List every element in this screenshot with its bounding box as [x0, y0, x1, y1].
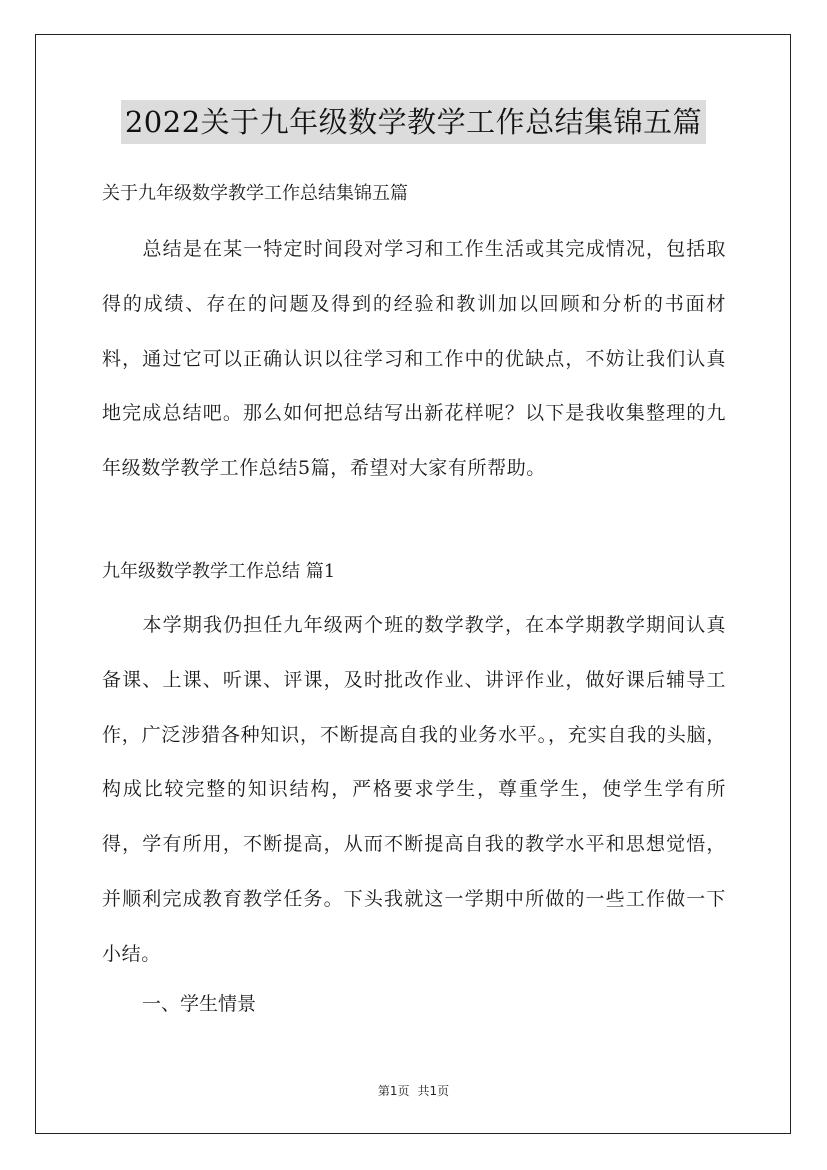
sub-heading: 一、学生情景 — [142, 993, 257, 1015]
section-heading: 九年级数学教学工作总结 篇1 — [102, 561, 336, 582]
document-subtitle: 关于九年级数学教学工作总结集锦五篇 — [102, 183, 408, 204]
body-paragraph — [102, 598, 726, 982]
intro-paragraph-text: 总结是在某一特定时间段对学习和工作生活或其完成情况，包括取得的成绩、存在的问题及得到的经验和教训加以回顾和分析的书面材料，通过它可以正确认识以往学习和工作中的优缺点，不妨让我们认真地完成总结吧。那么如何把总结写出新花样呢？以下是我收集整理的九年级数学教学工作总结5篇，希望对大家有所帮助。 — [102, 238, 726, 480]
document-title: 2022关于九年级数学教学工作总结集锦五篇 — [121, 100, 706, 144]
page-footer — [0, 1082, 827, 1099]
page-number-total: 共1页 — [417, 1084, 450, 1098]
intro-paragraph — [102, 222, 726, 496]
title-container — [0, 100, 827, 144]
body-paragraph-text: 本学期我仍担任九年级两个班的数学教学，在本学期教学期间认真备课、上课、听课、评课，及时批改作业、讲评作业，做好课后辅导工作，广泛涉猎各种知识，不断提高自我的业务水平。，充实自我的头脑，构成比较完整的知识结构，严格要求学生，尊重学生，使学生学有所得，学有所用，不断提高，从而不断提高自我的教学水平和思想觉悟，并顺利完成教育教学任务。下头我就这一学期中所做的一些工作做一下小结。 — [102, 614, 726, 965]
page-number-current: 第1页 — [377, 1084, 410, 1098]
